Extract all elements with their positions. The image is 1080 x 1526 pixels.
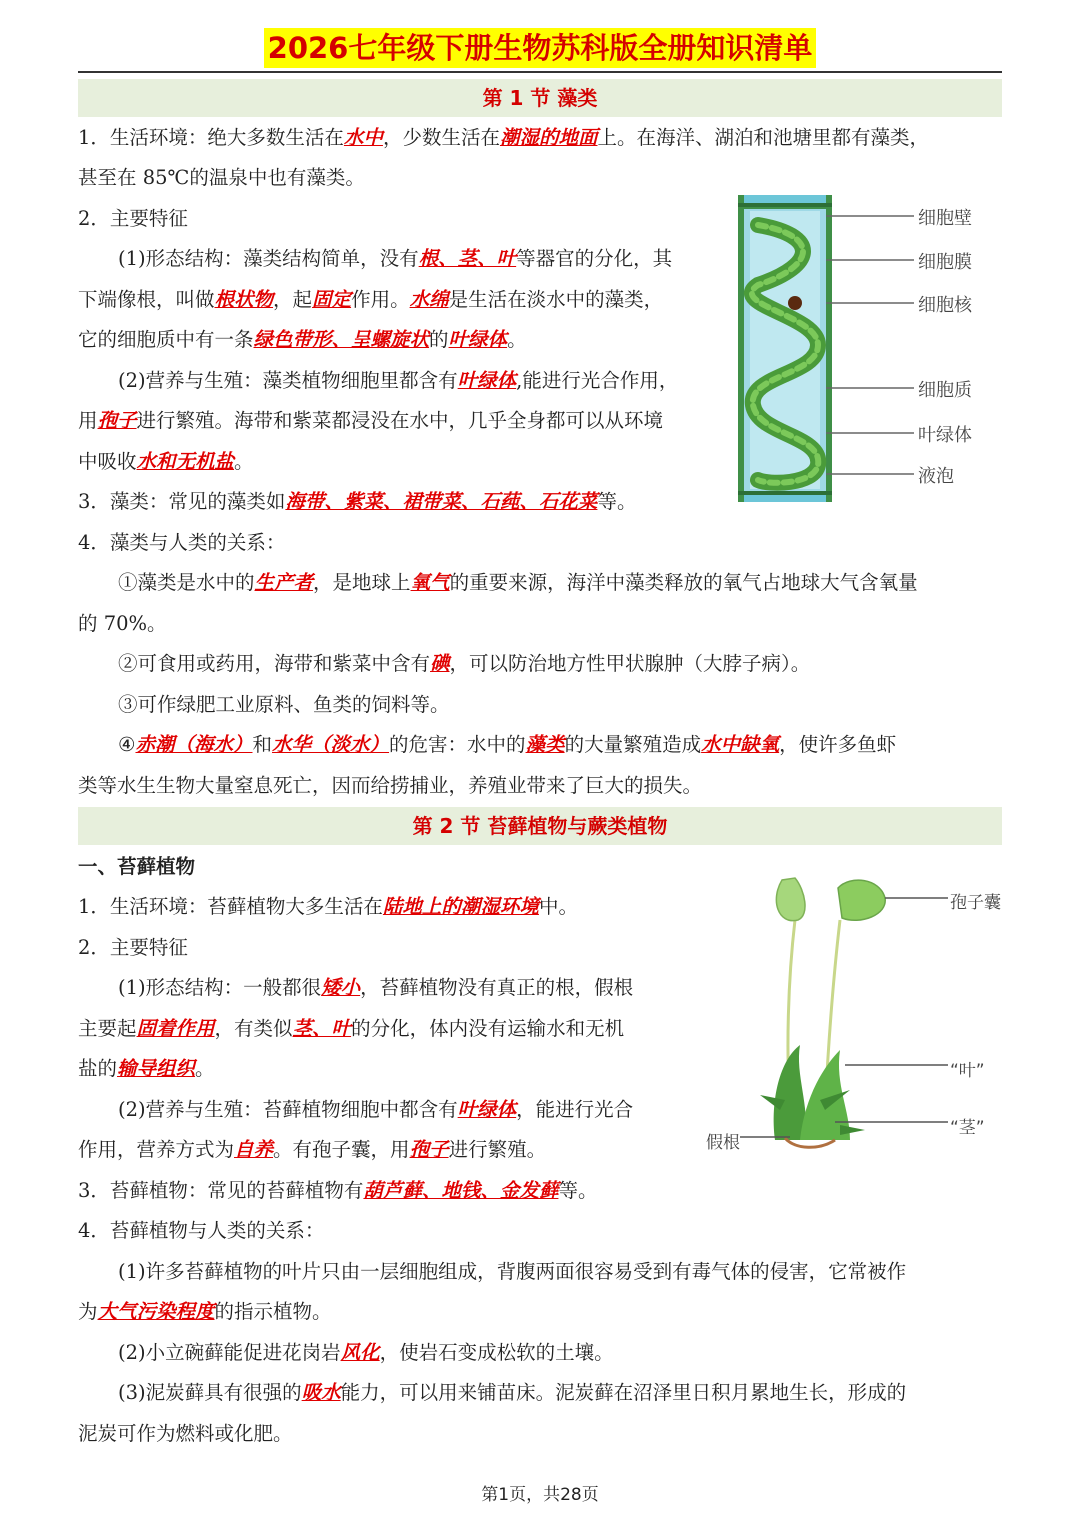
text-line: 主要起固着作用，有类似茎、叶的分化，体内没有运输水和无机 [78,1017,625,1040]
text-line: 它的细胞质中有一条绿色带形、呈螺旋状的叶绿体。 [78,328,527,351]
label-nucleus: 细胞核 [918,295,972,316]
text-line: 4．藻类与人类的关系： [78,531,286,554]
text-line: 为大气污染程度的指示植物。 [78,1300,332,1323]
section-2-heading: 第 2 节 苔藓植物与蕨类植物 [78,807,1002,845]
text-line: ④赤潮（海水）和水华（淡水）的危害：水中的藻类的大量繁殖造成水中缺氧，使许多鱼虾 [118,733,897,756]
text-line: (2)小立碗藓能促进花岗岩风化，使岩石变成松软的土壤。 [118,1341,614,1364]
label-leaf: “叶” [950,1061,985,1081]
text-line: 甚至在 85℃的温泉中也有藻类。 [78,166,365,189]
text-line: 2．主要特征 [78,207,188,230]
spirogyra-figure [738,195,838,502]
text-line: ③可作绿肥工业原料、鱼类的饲料等。 [118,693,450,716]
label-chloroplast: 叶绿体 [918,425,972,446]
text-line: 1．生活环境：绝大多数生活在水中，少数生活在潮湿的地面上。在海洋、湖泊和池塘里都有藻类， [78,126,929,149]
label-sporangium: 孢子囊 [950,893,1001,913]
text-line: 盐的输导组织。 [78,1057,215,1080]
text-line: 泥炭可作为燃料或化肥。 [78,1422,293,1445]
label-vacuole: 液泡 [918,466,954,487]
label-cytoplasm: 细胞质 [918,380,972,401]
text-line: (2)营养与生殖：藻类植物细胞里都含有叶绿体,能进行光合作用， [118,369,679,392]
text-line: 类等水生生物大量窒息死亡，因而给捞捕业，养殖业带来了巨大的损失。 [78,774,703,797]
text-line: 1．生活环境：苔藓植物大多生活在陆地上的潮湿环境中。 [78,895,578,918]
title-rule [78,71,1002,73]
text-line: 作用，营养方式为自养。有孢子囊，用孢子进行繁殖。 [78,1138,547,1161]
text-line: (1)许多苔藓植物的叶片只由一层细胞组成，背腹两面很容易受到有毒气体的侵害，它常被作 [118,1260,907,1283]
label-cell-wall: 细胞壁 [918,208,972,229]
label-rhizoid: 假根 [706,1133,740,1153]
text-line: (1)形态结构：一般都很矮小，苔藓植物没有真正的根，假根 [118,976,634,999]
spirogyra-leader-lines [826,200,916,490]
label-stem: “茎” [950,1118,985,1138]
text-line: ②可食用或药用，海带和紫菜中含有碘，可以防治地方性甲状腺肿（大脖子病）。 [118,652,811,675]
text-line: (1)形态结构：藻类结构简单，没有根、茎、叶等器官的分化，其 [118,247,673,270]
label-cell-membrane: 细胞膜 [918,252,972,273]
text-line: 下端像根，叫做根状物，起固定作用。水绵是生活在淡水中的藻类， [78,288,664,311]
page-title: 2026七年级下册生物苏科版全册知识清单 [264,28,817,68]
text-line: 2．主要特征 [78,936,188,959]
text-line: 3．苔藓植物：常见的苔藓植物有葫芦藓、地钱、金发藓等。 [78,1179,598,1202]
text-line: ①藻类是水中的生产者，是地球上氧气的重要来源，海洋中藻类释放的氧气占地球大气含氧量 [118,571,918,594]
text-line: 中吸收水和无机盐。 [78,450,254,473]
text-line: (2)营养与生殖：苔藓植物细胞中都含有叶绿体，能进行光合 [118,1098,634,1121]
section-1-heading: 第 1 节 藻类 [78,79,1002,117]
text-line: (3)泥炭藓具有很强的吸水能力，可以用来铺苗床。泥炭藓在沼泽里日积月累地生长，形成的 [118,1381,907,1404]
page-footer: 第1页，共28页 [481,1485,599,1505]
subheading: 一、苔藓植物 [78,855,196,878]
text-line: 4．苔藓植物与人类的关系： [78,1219,325,1242]
text-line: 用孢子进行繁殖。海带和紫菜都浸没在水中，几乎全身都可以从环境 [78,409,664,432]
text-line: 的 70%。 [78,612,167,635]
title-wrap [0,28,1080,68]
text-line: 3．藻类：常见的藻类如海带、紫菜、裙带菜、石莼、石花菜等。 [78,490,637,513]
